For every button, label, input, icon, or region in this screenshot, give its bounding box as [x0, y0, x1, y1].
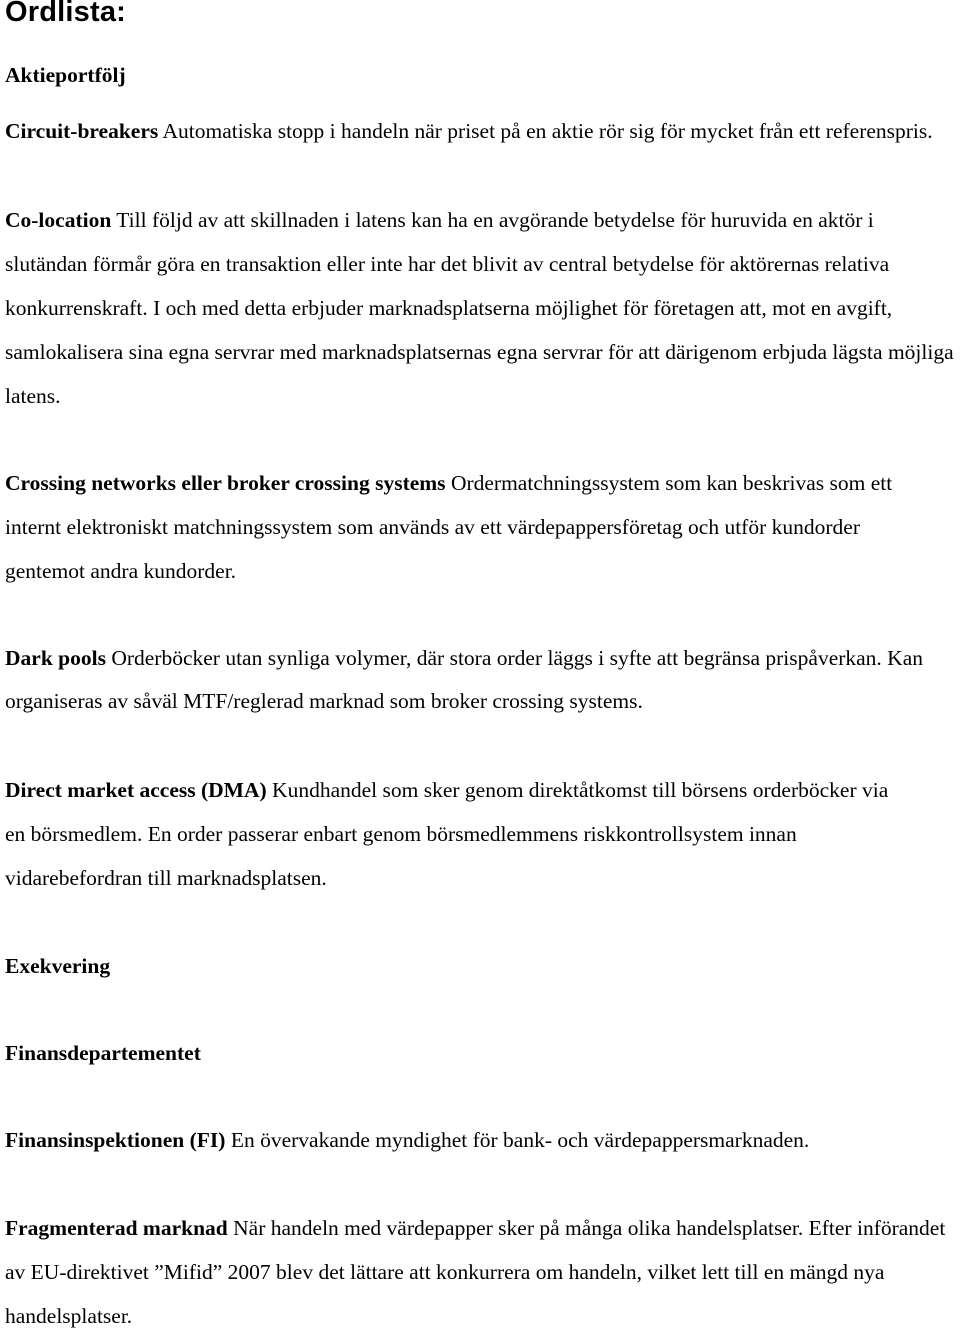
glossary-term: Finansinspektionen (FI): [5, 1128, 226, 1152]
glossary-entry-direct-market-access: [5, 768, 905, 900]
glossary-definition-continued: I och med detta erbjuder marknadsplatserna möjlighet för företagen att, mot en avgift, samlokalisera sina egna servrar med marknadsplatsernas egna servrar för att därigenom erbjuda lägsta möjliga latens.: [5, 296, 954, 408]
glossary-definition: När handeln med värdepapper sker på många olika handelsplatser. Efter införandet av EU-direktivet ”Mifid” 2007 blev det lättare att konkurrera om handeln, vilket lett till en mängd nya handelsplatser.: [5, 1216, 946, 1328]
glossary-term: Crossing networks eller broker crossing systems: [5, 471, 446, 495]
glossary-entry-exekvering: [5, 944, 960, 988]
glossary-entry-crossing-networks: [5, 461, 905, 593]
glossary-term: Exekvering: [5, 954, 111, 978]
glossary-term: Finansdepartementet: [5, 1041, 201, 1065]
glossary-definition: Till följd av att skillnaden i latens kan ha en avgörande betydelse för huruvida en aktör i slutändan förmår göra en transaktion eller inte har det blivit av central betydelse för aktörernas relativa konkurrenskraft.: [5, 208, 890, 320]
glossary-term: Dark pools: [5, 646, 106, 670]
glossary-definition: En övervakande myndighet för bank- och värdepappersmarknaden.: [230, 1128, 810, 1152]
page-title: Ordlista:: [5, 0, 127, 28]
glossary-entry-circuit-breakers: [5, 115, 960, 147]
glossary-definition: Automatiska stopp i handeln när priset på en aktie rör sig för mycket från ett referenspris.: [162, 119, 933, 143]
glossary-definition: Ordermatchningssystem som kan beskrivas som ett internt elektroniskt matchningssystem som används av ett värdepappersföretag och utför kundorder gentemot andra kundorder.: [5, 471, 893, 583]
glossary-term: Direct market access (DMA): [5, 778, 267, 802]
glossary-entry-finansinspektionen: [5, 1118, 960, 1162]
glossary-term: Aktieportfölj: [5, 63, 126, 87]
glossary-definition: Kundhandel som sker genom direktåtkomst till börsens orderböcker via en börsmedlem. En order passerar enbart genom börsmedlemmens riskkontrollsystem innan vidarebefordran till marknadsplatsen.: [5, 778, 889, 890]
glossary-entry-finansdepartementet: [5, 1031, 960, 1075]
glossary-entry-fragmenterad-marknad: [5, 1206, 960, 1338]
glossary-term: Co-location: [5, 208, 112, 232]
glossary-entry-co-location: [5, 198, 960, 418]
glossary-entry-aktieportfolj: [5, 58, 960, 92]
glossary-entry-dark-pools: [5, 637, 960, 723]
glossary-definition: Orderböcker utan synliga volymer, där stora order läggs i syfte att begränsa prispåverkan. Kan organiseras av såväl MTF/reglerad marknad som broker crossing systems.: [5, 646, 924, 713]
glossary-term: Circuit-breakers: [5, 119, 159, 143]
glossary-term: Fragmenterad marknad: [5, 1216, 228, 1240]
